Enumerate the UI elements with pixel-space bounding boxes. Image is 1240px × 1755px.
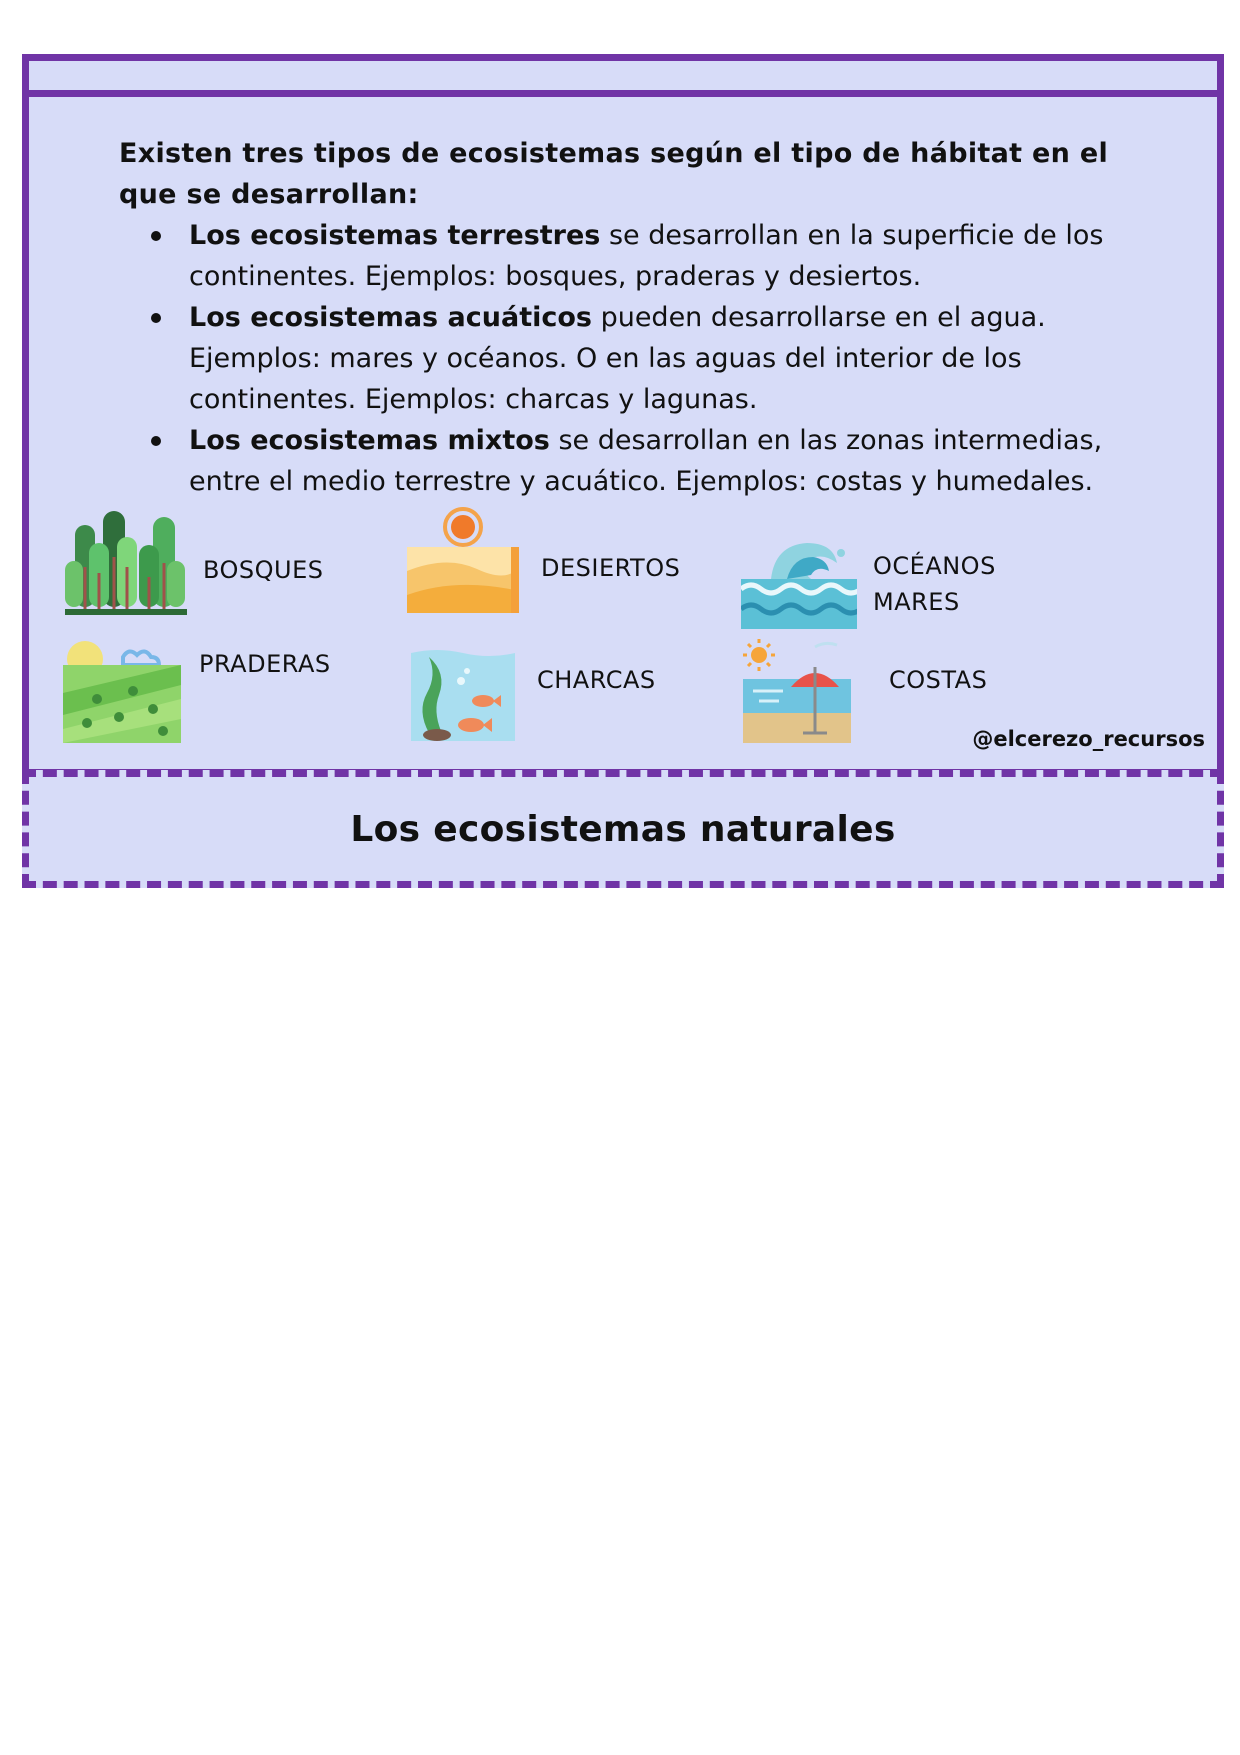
list-item-mixtos xyxy=(151,420,1141,502)
desert-icon xyxy=(407,507,519,615)
page-title: Los ecosistemas naturales xyxy=(350,808,896,850)
ocean-wave-icon xyxy=(741,539,857,629)
bullet-dot xyxy=(151,313,161,323)
info-card xyxy=(22,54,1224,776)
bullet-dot xyxy=(151,436,161,446)
list-item-terrestres xyxy=(151,215,1141,297)
author-credit: @elcerezo_recursos xyxy=(972,727,1205,751)
forest-icon xyxy=(65,507,187,617)
bullet-bold-label: Los ecosistemas mixtos xyxy=(189,425,550,456)
ecosystem-type-list xyxy=(151,215,1141,502)
list-item-acuaticos xyxy=(151,297,1141,420)
pond-icon xyxy=(407,645,519,741)
label-desiertos: DESIERTOS xyxy=(541,554,681,582)
label-charcas: CHARCAS xyxy=(537,666,656,694)
card-top-strip xyxy=(29,61,1217,97)
label-oceanos: OCÉANOS xyxy=(873,552,996,580)
bullet-bold-label: Los ecosistemas terrestres xyxy=(189,220,601,251)
label-costas: COSTAS xyxy=(889,666,988,694)
beach-icon xyxy=(739,637,853,743)
label-bosques: BOSQUES xyxy=(203,556,324,584)
label-praderas: PRADERAS xyxy=(199,650,331,678)
title-box xyxy=(22,770,1224,888)
label-mares: MARES xyxy=(873,588,960,616)
bullet-text: pueden desarrollarse en el agua. Ejemplos: mares y océanos. O en las aguas del interior de los continentes. Ejemplos: charcas y lagunas. xyxy=(189,302,1046,415)
bullet-text: se desarrollan en las zonas intermedias, entre el medio terrestre y acuático. Ejemplos: costas y humedales. xyxy=(189,425,1103,497)
bullet-dot xyxy=(151,231,161,241)
meadow-icon xyxy=(63,639,181,743)
bullet-bold-label: Los ecosistemas acuáticos xyxy=(189,302,592,333)
intro-text: Existen tres tipos de ecosistemas según el tipo de hábitat en el que se desarrollan: xyxy=(119,138,1109,210)
bullet-text: se desarrollan en la superficie de los continentes. Ejemplos: bosques, praderas y desiertos. xyxy=(189,220,1104,292)
